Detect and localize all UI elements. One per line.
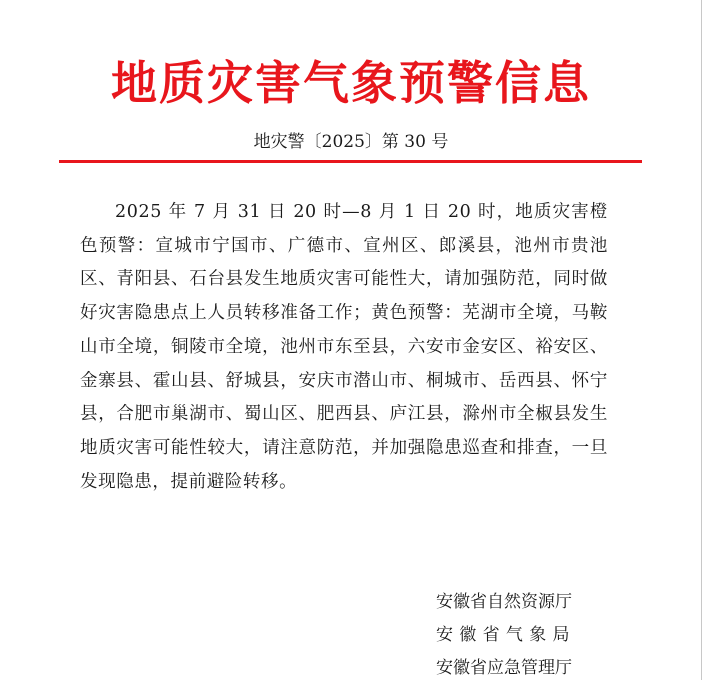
issuer-natural-resources: 安徽省自然资源厅 xyxy=(436,592,572,612)
issuer-meteorological-bureau: 安徽省气象局 xyxy=(436,625,576,645)
document-number: 地灾警〔2025〕第 30 号 xyxy=(253,132,449,152)
document-title: 地质灾害气象预警信息 xyxy=(111,55,591,110)
issuer-emergency-management: 安徽省应急管理厅 xyxy=(436,658,572,678)
warning-body-text: 2025 年 7 月 31 日 20 时—8 月 1 日 20 时，地质灾害橙色预警：宣城市宁国市、广德市、宣州区、郎溪县，池州市贵池区、青阳县、石台县发生地质灾害可能性大，请加强防范，同时做好灾害隐患点上人员转移准备工作；黄色预警：芜湖市全境，马鞍山市全境，铜陵市全境，池州市东至县，六安市金安区、裕安区、金寨县、霍山县、舒城县，安庆市潜山市、桐城市、岳西县、怀宁县，合肥市巢湖市、蜀山区、肥西县、庐江县，滁州市全椒县发生地质灾害可能性较大，请注意防范，并加强隐患巡查和排查，一旦发现隐患，提前避险转移。 xyxy=(80,202,608,492)
issuer-signature-block xyxy=(436,586,656,685)
red-separator-line xyxy=(59,160,642,163)
